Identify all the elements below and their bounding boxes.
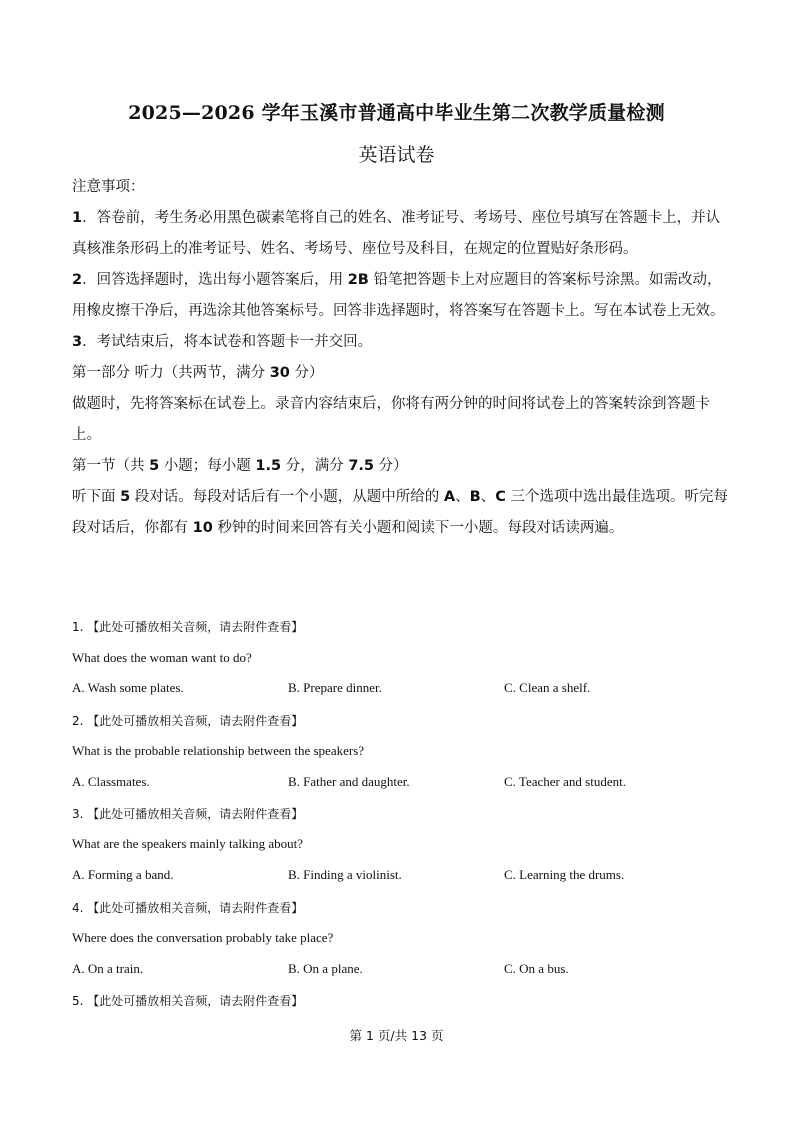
note-item-1: 1．答卷前，考生务必用黑色碳素笔将自己的姓名、准考证号、考场号、座位号填写在答题卡上，并认真核准条形码上的准考证号、姓名、考场号、座位号及科目，在规定的位置贴好条形码。: [72, 210, 721, 257]
options-row-2: [72, 774, 732, 792]
option-a: A. Wash some plates.: [72, 680, 184, 695]
options-row-4: [72, 961, 732, 979]
exam-title: 2025—2026 学年玉溪市普通高中毕业生第二次教学质量检测: [128, 102, 665, 124]
question-stem-3: What are the speakers mainly talking about?: [72, 836, 304, 851]
options-row-1: [72, 680, 732, 698]
audio-placeholder-1[interactable]: 1. 【此处可播放相关音频，请去附件查看】: [72, 620, 304, 634]
option-b: B. On a plane.: [288, 961, 363, 976]
section1-instruction: 听下面 5 段对话。每段对话后有一个小题，从题中所给的 A、B、C 三个选项中选出最佳选项。听完每段对话后，你都有 10 秒钟的时间来回答有关小题和阅读下一小题。每段对话读两遍。: [72, 489, 728, 536]
audio-placeholder-4[interactable]: 4. 【此处可播放相关音频，请去附件查看】: [72, 901, 304, 915]
option-b: B. Father and daughter.: [288, 774, 410, 789]
section1-heading: 第一节（共 5 小题；每小题 1.5 分，满分 7.5 分）: [72, 458, 408, 474]
note-item-3: 3．考试结束后，将本试卷和答题卡一并交回。: [72, 334, 373, 350]
notes-block: [72, 172, 732, 544]
exam-subtitle: 英语试卷: [358, 144, 435, 166]
question-stem-1: What does the woman want to do?: [72, 650, 252, 665]
option-c: C. Learning the drums.: [504, 867, 625, 882]
option-a: A. Forming a band.: [72, 867, 174, 882]
option-b: B. Prepare dinner.: [288, 680, 382, 695]
notes-heading: 注意事项：: [72, 179, 145, 195]
part1-instruction: 做题时，先将答案标在试卷上。录音内容结束后，你将有两分钟的时间将试卷上的答案转涂到答题卡上。: [72, 396, 710, 443]
audio-placeholder-3[interactable]: 3. 【此处可播放相关音频，请去附件查看】: [72, 807, 304, 821]
option-a: A. Classmates.: [72, 774, 150, 789]
question-stem-2: What is the probable relationship between the speakers?: [72, 743, 365, 758]
options-row-3: [72, 867, 732, 885]
part1-heading: 第一部分 听力（共两节，满分 30 分）: [72, 365, 324, 381]
option-c: C. Teacher and student.: [504, 774, 626, 789]
question-stem-4: Where does the conversation probably take place?: [72, 930, 334, 945]
audio-placeholder-2[interactable]: 2. 【此处可播放相关音频，请去附件查看】: [72, 714, 304, 728]
option-c: C. Clean a shelf.: [504, 680, 591, 695]
page-footer: 第 1 页/共 13 页: [349, 1028, 444, 1043]
option-c: C. On a bus.: [504, 961, 569, 976]
option-a: A. On a train.: [72, 961, 144, 976]
audio-placeholder-5[interactable]: 5. 【此处可播放相关音频，请去附件查看】: [72, 994, 304, 1008]
option-b: B. Finding a violinist.: [288, 867, 402, 882]
note-item-2: 2．回答选择题时，选出每小题答案后，用 2B 铅笔把答题卡上对应题目的答案标号涂黑。如需改动，用橡皮擦干净后，再选涂其他答案标号。回答非选择题时，将答案写在答题卡上。写在本试卷上无效。: [72, 272, 725, 319]
